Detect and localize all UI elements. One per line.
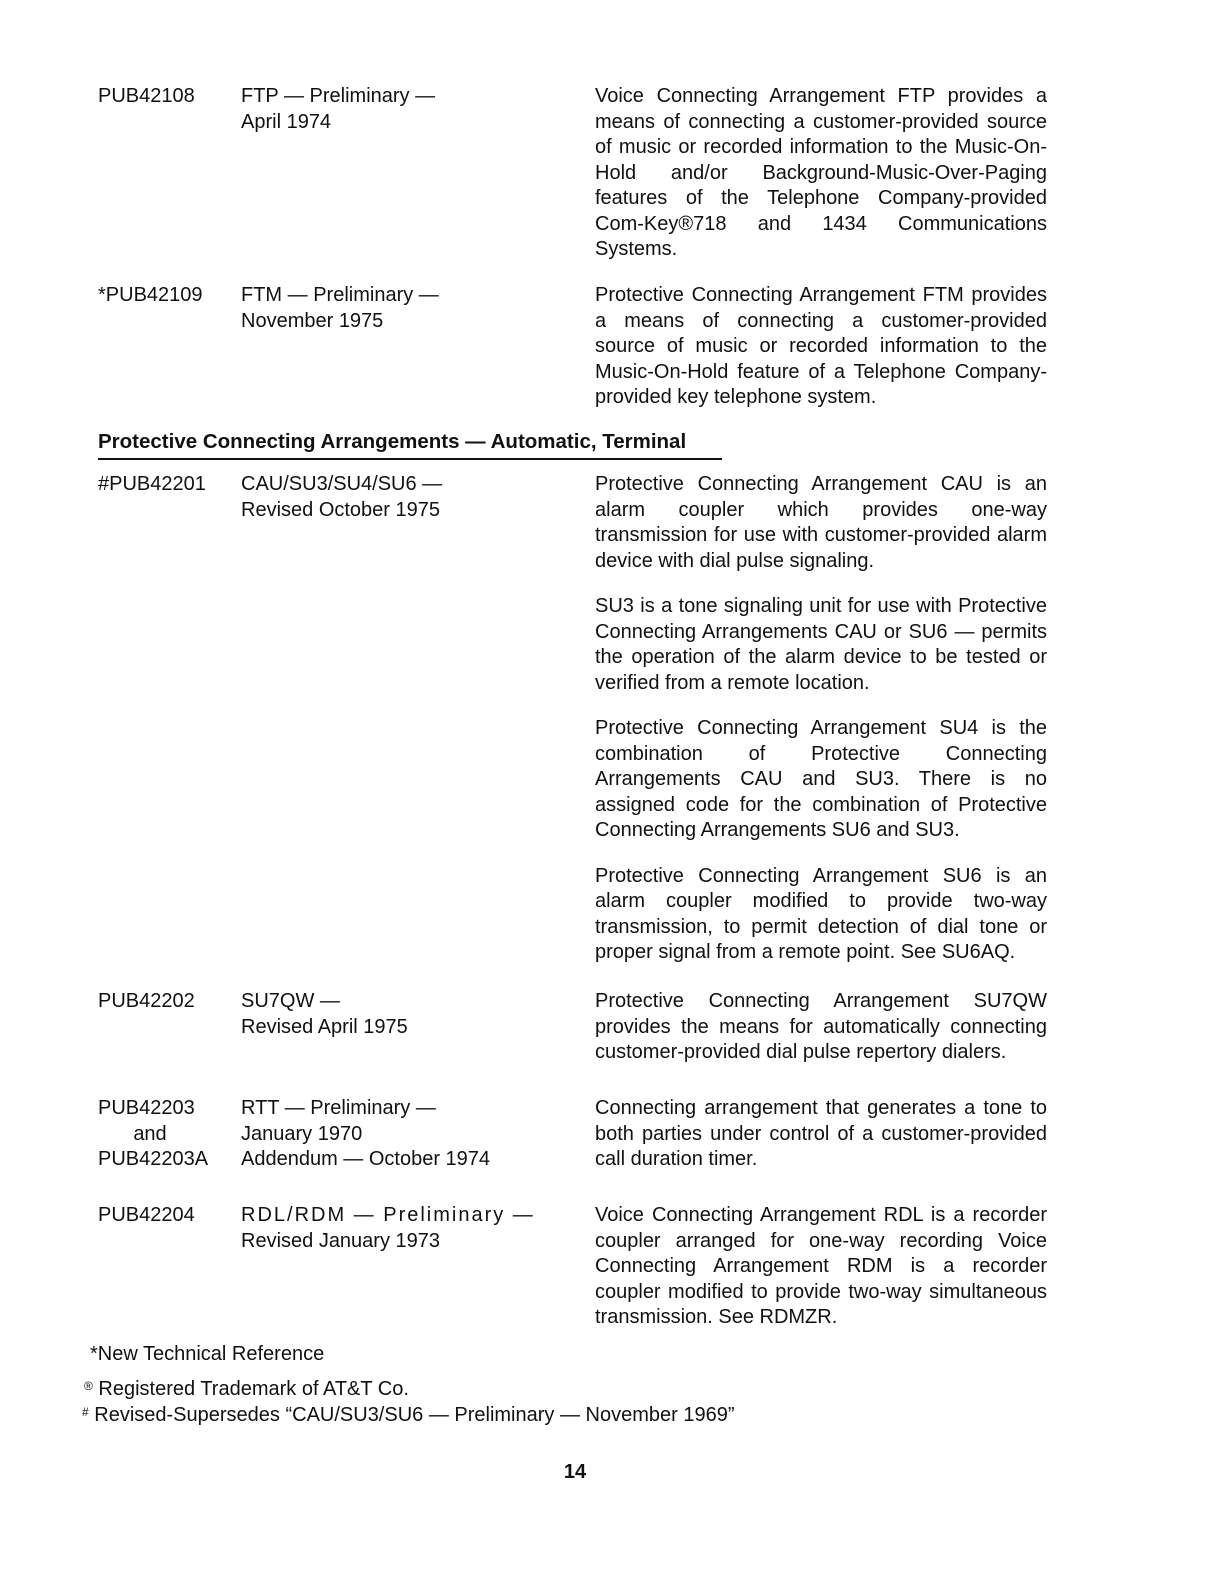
pub-number: PUB42204 (98, 1204, 195, 1226)
entry-description: Voice Connecting Arrangement RDL is a recorder coupler arranged for one-way recording Voice Connecting Arrangement RDM is a recorder coupler modified to provide two-way simultaneous transmission. See RDMZR. (595, 1204, 1047, 1328)
description-paragraph: Protective Connecting Arrangement SU6 is an alarm coupler modified to provide two-way transmission, to permit detection of dial tone or proper signal from a remote point. See SU6AQ. (595, 864, 1047, 963)
pub-number: #PUB42201 (98, 473, 206, 495)
footnote-new-reference: *New Technical Reference (90, 1343, 325, 1365)
pub-number: PUB42203 and PUB42203A (98, 1097, 209, 1170)
description-paragraph: SU3 is a tone signaling unit for use with Protective Connecting Arrangements CAU or SU6 — permits the operation of the alarm device to be tested or verified from a remote location. (595, 595, 1047, 694)
description-paragraph: Protective Connecting Arrangement CAU is an alarm coupler which provides one-way transmission for use with customer-provided alarm device with dial pulse signaling. (595, 473, 1047, 572)
page-number: 14 (563, 1461, 587, 1483)
entry-title: SU7QW — Revised April 1975 (241, 990, 408, 1038)
pub-number: PUB42108 (98, 85, 195, 107)
registered-mark: ® (84, 1379, 93, 1393)
entry-description (595, 472, 1047, 966)
footnote-revised: # Revised-Supersedes “CAU/SU3/SU6 — Preliminary — November 1969” (82, 1404, 735, 1426)
entry-title: FTP — Preliminary — April 1974 (241, 85, 436, 133)
pub-number: PUB42202 (98, 990, 195, 1012)
description-paragraph: Protective Connecting Arrangement SU4 is the combination of Protective Connecting Arrangements CAU and SU3. There is no assigned code for the combination of Protective Connecting Arrangements SU6 and SU3. (595, 717, 1047, 841)
entry-description: Protective Connecting Arrangement FTM provides a means of connecting a customer-provided source of music or recorded information to the Music-On-Hold feature of a Telephone Company-provided key telephone system. (595, 284, 1047, 408)
entry-title: RTT — Preliminary — January 1970 Addendum — October 1974 (241, 1097, 491, 1170)
entry-description: Connecting arrangement that generates a tone to both parties under control of a customer-provided call duration timer. (595, 1097, 1047, 1170)
entry-description: Voice Connecting Arrangement FTP provides a means of connecting a customer-provided source of music or recorded information to the Music-On-Hold and/or Background-Music-Over-Paging features of the Telephone Company-provided Com-Key®718 and 1434 Communications Systems. (595, 85, 1047, 260)
footnote-trademark: ® Registered Trademark of AT&T Co. (84, 1378, 409, 1400)
section-heading: Protective Connecting Arrangements — Automatic, Terminal (98, 429, 722, 460)
entry-description: Protective Connecting Arrangement SU7QW provides the means for automatically connecting customer-provided dial pulse repertory dialers. (595, 990, 1047, 1063)
entry-title: FTM — Preliminary — November 1975 (241, 284, 439, 332)
entry-title: RDL/RDM — Preliminary — Revised January 1973 (241, 1204, 535, 1252)
entry-title: CAU/SU3/SU4/SU6 — Revised October 1975 (241, 473, 443, 521)
pub-number: *PUB42109 (98, 284, 203, 306)
hash-mark: # (82, 1405, 89, 1419)
